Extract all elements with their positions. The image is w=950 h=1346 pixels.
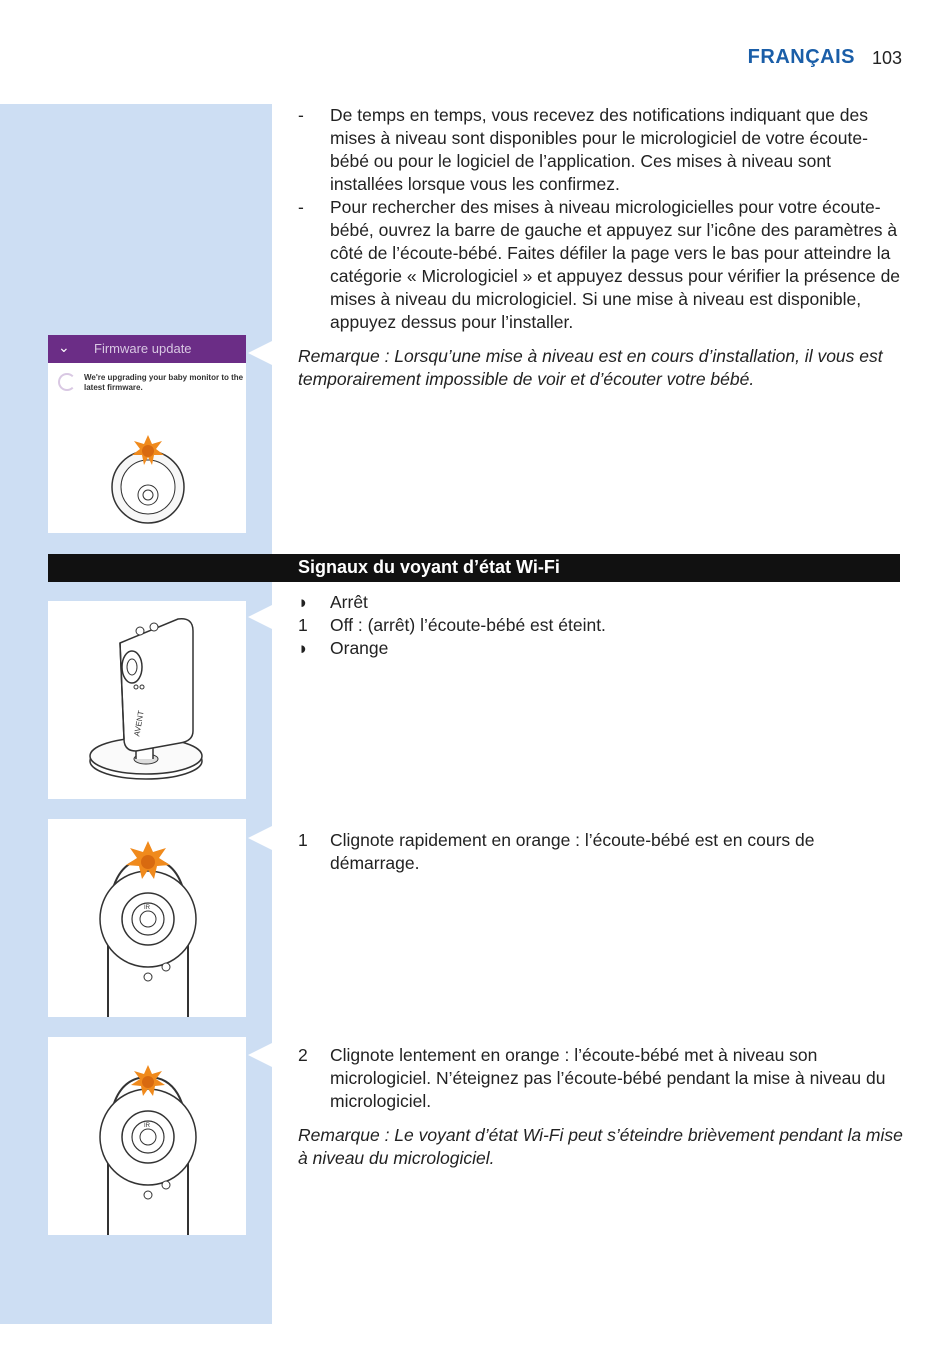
list-item-text: De temps en temps, vous recevez des notifications indiquant que des mises à niveau sont disponibles pour le micrologiciel de votre écoute-bébé ou pour le logiciel de l’application. Ces mises à niveau sont installées lorsque vous les confirmez. <box>330 105 868 194</box>
list-item <box>298 196 903 334</box>
figure-pointer <box>248 826 272 850</box>
slow-blink-figure <box>48 1037 246 1235</box>
list-marker: - <box>298 105 304 125</box>
camera-illustration <box>48 601 246 799</box>
note-text: Remarque : Lorsqu’une mise à niveau est en cours d’installation, il vous est temporairement impossible de voir et d’écouter votre bébé. <box>298 346 883 389</box>
firmware-message: We're upgrading your baby monitor to the latest firmware. <box>84 373 244 392</box>
section-title-bar <box>48 554 900 582</box>
list-item-text: Orange <box>330 638 389 658</box>
firmware-title: Firmware update <box>94 341 192 356</box>
list-item-text: Clignote lentement en orange : l’écoute-bébé met à niveau son micrologiciel. N’éteignez pas l’écoute-bébé pendant la mise à niveau du micrologiciel. <box>330 1045 886 1111</box>
list-item <box>298 637 903 660</box>
list-item <box>298 1044 903 1113</box>
firmware-update-figure <box>48 335 246 533</box>
fast-blink-figure <box>48 819 246 1017</box>
camera-led-illustration <box>48 819 246 1017</box>
section-title: Signaux du voyant d’état Wi-Fi <box>298 557 560 577</box>
fast-blink-text <box>298 829 903 875</box>
camera-top-illustration <box>48 335 246 533</box>
list-item <box>298 614 903 637</box>
section1-text <box>298 104 903 391</box>
figure-pointer <box>248 341 272 365</box>
list-item-text: Arrêt <box>330 592 368 612</box>
list-marker: 1 <box>298 830 308 850</box>
list-item-text: Off : (arrêt) l’écoute-bébé est éteint. <box>330 615 606 635</box>
ir-label: IR <box>144 905 150 911</box>
list-marker: ◗ <box>298 592 309 612</box>
slow-blink-text <box>298 1044 903 1170</box>
list-item <box>298 829 903 875</box>
list-item-text: Clignote rapidement en orange : l’écoute-bébé est en cours de démarrage. <box>330 830 815 873</box>
camera-led-illustration <box>48 1037 246 1235</box>
list-marker: ◗ <box>298 638 309 658</box>
page-number: 103 <box>871 48 902 68</box>
list-marker: - <box>298 197 304 217</box>
language-header: FRANÇAIS <box>747 46 855 68</box>
list-item-text: Pour rechercher des mises à niveau micrologicielles pour votre écoute-bébé, ouvrez la barre de gauche et appuyez sur l’icône des paramètres à côté de l’écoute-bébé. Faites défiler la page vers le bas pour atteindre la catégorie « Micrologiciel » et appuyez dessus pour vérifier la présence de mises à niveau du micrologiciel. Si une mise à niveau est disponible, appuyez dessus pour l’installer. <box>330 197 901 332</box>
note-text: Remarque : Le voyant d’état Wi-Fi peut s’éteindre brièvement pendant la mise à niveau du micrologiciel. <box>298 1125 903 1168</box>
camera-brand-label: AVENT <box>132 709 146 738</box>
list-item <box>298 591 903 614</box>
camera-figure <box>48 601 246 799</box>
ir-label: IR <box>144 1123 150 1129</box>
figure-pointer <box>248 1043 272 1067</box>
list-marker: 1 <box>298 615 308 635</box>
list-marker: 2 <box>298 1045 308 1065</box>
list-item <box>298 104 903 196</box>
section2-list <box>298 591 903 660</box>
figure-pointer <box>248 605 272 629</box>
chevron-down-icon: ⌄ <box>58 339 70 355</box>
